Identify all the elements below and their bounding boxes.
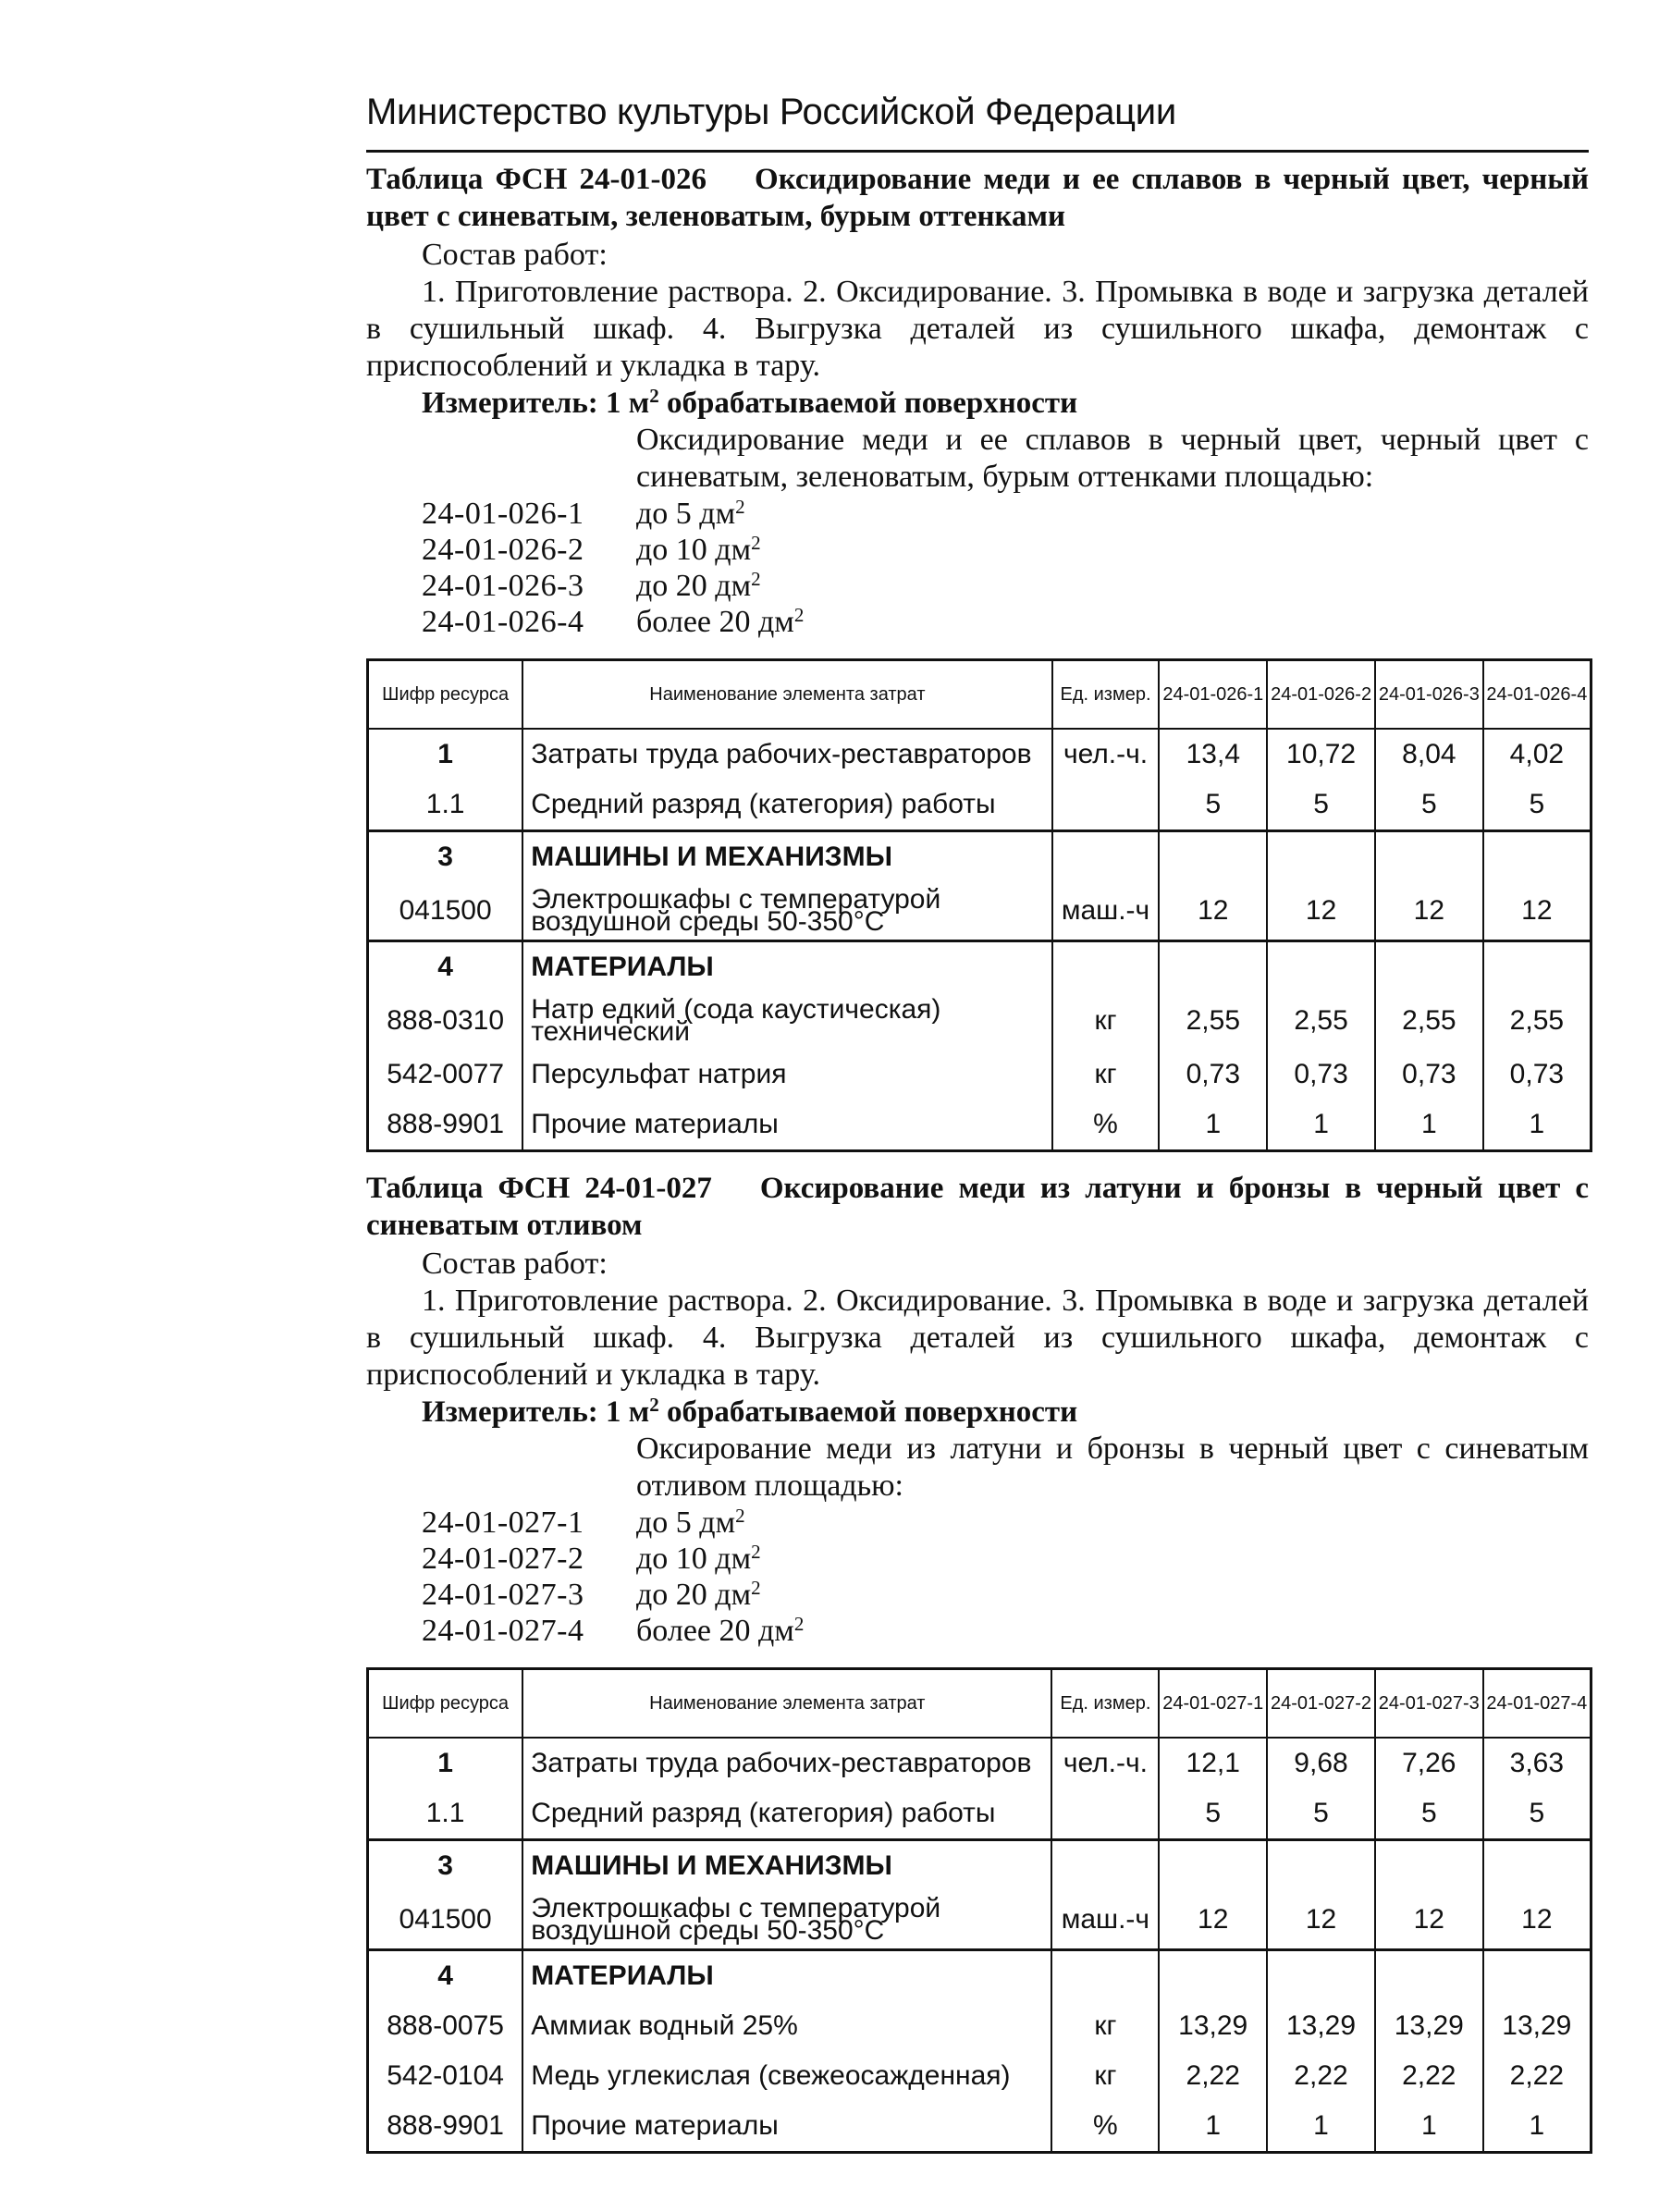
table-row: 888-0310 Натр едкий (сода каустическая) технический кг 2,55 2,55 2,55 2,55 (368, 992, 1591, 1050)
col-header-code: Шифр ресурса (368, 660, 523, 730)
composition-text: 1. Приготовление раствора. 2. Оксидирование. 3. Промывка в воде и загрузка деталей в сушильный шкаф. 4. Выгрузка деталей из сушильного шкафа, демонтаж с приспособлений и укладка в тару. (366, 1284, 1589, 1392)
table-row: 3 МАШИНЫ И МЕХАНИЗМЫ (368, 1840, 1591, 1892)
table-row: 4 МАТЕРИАЛЫ (368, 1950, 1591, 2002)
variant-item: 24-01-026-1 до 5 $дм^2$ (422, 496, 745, 531)
col-header-name: Наименование элемента затрат (522, 660, 1051, 730)
table-row: 888-9901 Прочие материалы % 1 1 1 1 (368, 2101, 1591, 2153)
table-title-text: Оксирование меди из латуни и бронзы в черный цвет с синеватым отливом (366, 1172, 1589, 1242)
variant-item: 24-01-026-3 до 20 $дм^2$ (422, 568, 761, 603)
variant-item: 24-01-026-2 до 10 $дм^2$ (422, 532, 761, 567)
ministry-header: Министерство культуры Российской Федерации (366, 92, 1176, 132)
col-header-code: Шифр ресурса (368, 1669, 523, 1739)
area-description: Оксидирование меди и ее сплавов в черный цвет, черный цвет с синеватым, зеленоватым, бурым оттенками площадью: (636, 423, 1589, 494)
table-row: 041500 Электрошкафы с температурой воздушной среды 50-350°С маш.-ч 12 12 12 12 (368, 882, 1591, 941)
col-header-variant: 24-01-026-1 (1159, 660, 1267, 730)
table-row: 1.1 Средний разряд (категория) работы 5 5 5 5 (368, 780, 1591, 831)
table-row: 542-0077 Персульфат натрия кг 0,73 0,73 0,73 0,73 (368, 1050, 1591, 1100)
variant-list (422, 1505, 1589, 1649)
section-title (366, 1170, 1589, 1244)
variant-item: 24-01-027-4 более 20 $дм^2$ (422, 1613, 805, 1648)
section-title (366, 161, 1589, 235)
variant-item: 24-01-027-2 до 10 $дм^2$ (422, 1541, 761, 1576)
col-header-unit: Ед. измер. (1052, 660, 1160, 730)
table-row: 1.1 Средний разряд (категория) работы 5 5 5 5 (368, 1788, 1591, 1840)
composition-text: 1. Приготовление раствора. 2. Оксидирование. 3. Промывка в воде и загрузка деталей в сушильный шкаф. 4. Выгрузка деталей из сушильного шкафа, демонтаж с приспособлений и укладка в тару. (366, 275, 1589, 383)
composition-label: Состав работ: (422, 238, 608, 272)
table-row: 542-0104 Медь углекислая (свежеосажденная) кг 2,22 2,22 2,22 2,22 (368, 2051, 1591, 2101)
col-header-variant: 24-01-027-1 (1159, 1669, 1267, 1739)
col-header-variant: 24-01-026-3 (1375, 660, 1483, 730)
table-title-text: Оксидирование меди и ее сплавов в черный цвет, черный цвет с синеватым, зеленоватым, бурым оттенками (366, 163, 1589, 233)
col-header-variant: 24-01-027-2 (1267, 1669, 1375, 1739)
col-header-variant: 24-01-027-4 (1483, 1669, 1591, 1739)
variant-item: 24-01-027-1 до 5 $дм^2$ (422, 1505, 745, 1540)
variant-item: 24-01-026-4 более 20 $дм^2$ (422, 604, 805, 639)
table-row: 888-9901 Прочие материалы % 1 1 1 1 (368, 1100, 1591, 1151)
variant-item: 24-01-027-3 до 20 $дм^2$ (422, 1577, 761, 1612)
section-fsn-24-01-027 (366, 1170, 1589, 2154)
resource-table (366, 658, 1592, 1152)
meter-line: Измеритель: 1 $м^2$ обрабатываемой поверхности (422, 1394, 1078, 1429)
col-header-variant: 24-01-027-3 (1375, 1669, 1483, 1739)
table-row: 1 Затраты труда рабочих-реставраторов чел.-ч. 12,1 9,68 7,26 3,63 (368, 1738, 1591, 1788)
table-code: Таблица ФСН 24-01-027 (366, 1172, 712, 1205)
table-row: 041500 Электрошкафы с температурой воздушной среды 50-350°С маш.-ч 12 12 12 12 (368, 1891, 1591, 1950)
meter-line: Измеритель: 1 $м^2$ обрабатываемой поверхности (422, 385, 1078, 420)
table-row: 1 Затраты труда рабочих-реставраторов чел.-ч. 13,4 10,72 8,04 4,02 (368, 729, 1591, 780)
variant-list (422, 496, 1589, 640)
section-fsn-24-01-026 (366, 161, 1589, 1152)
area-description: Оксирование меди из латуни и бронзы в черный цвет с синеватым отливом площадью: (636, 1432, 1589, 1503)
composition-label: Состав работ: (422, 1247, 608, 1281)
table-code: Таблица ФСН 24-01-026 (366, 163, 707, 196)
col-header-unit: Ед. измер. (1051, 1669, 1159, 1739)
header-rule (366, 150, 1589, 153)
table-row: 3 МАШИНЫ И МЕХАНИЗМЫ (368, 831, 1591, 883)
col-header-name: Наименование элемента затрат (522, 1669, 1051, 1739)
table-row: 888-0075 Аммиак водный 25% кг 13,29 13,29 13,29 13,29 (368, 2001, 1591, 2051)
resource-table (366, 1667, 1592, 2154)
col-header-variant: 24-01-026-2 (1267, 660, 1375, 730)
table-row: 4 МАТЕРИАЛЫ (368, 941, 1591, 993)
col-header-variant: 24-01-026-4 (1483, 660, 1591, 730)
